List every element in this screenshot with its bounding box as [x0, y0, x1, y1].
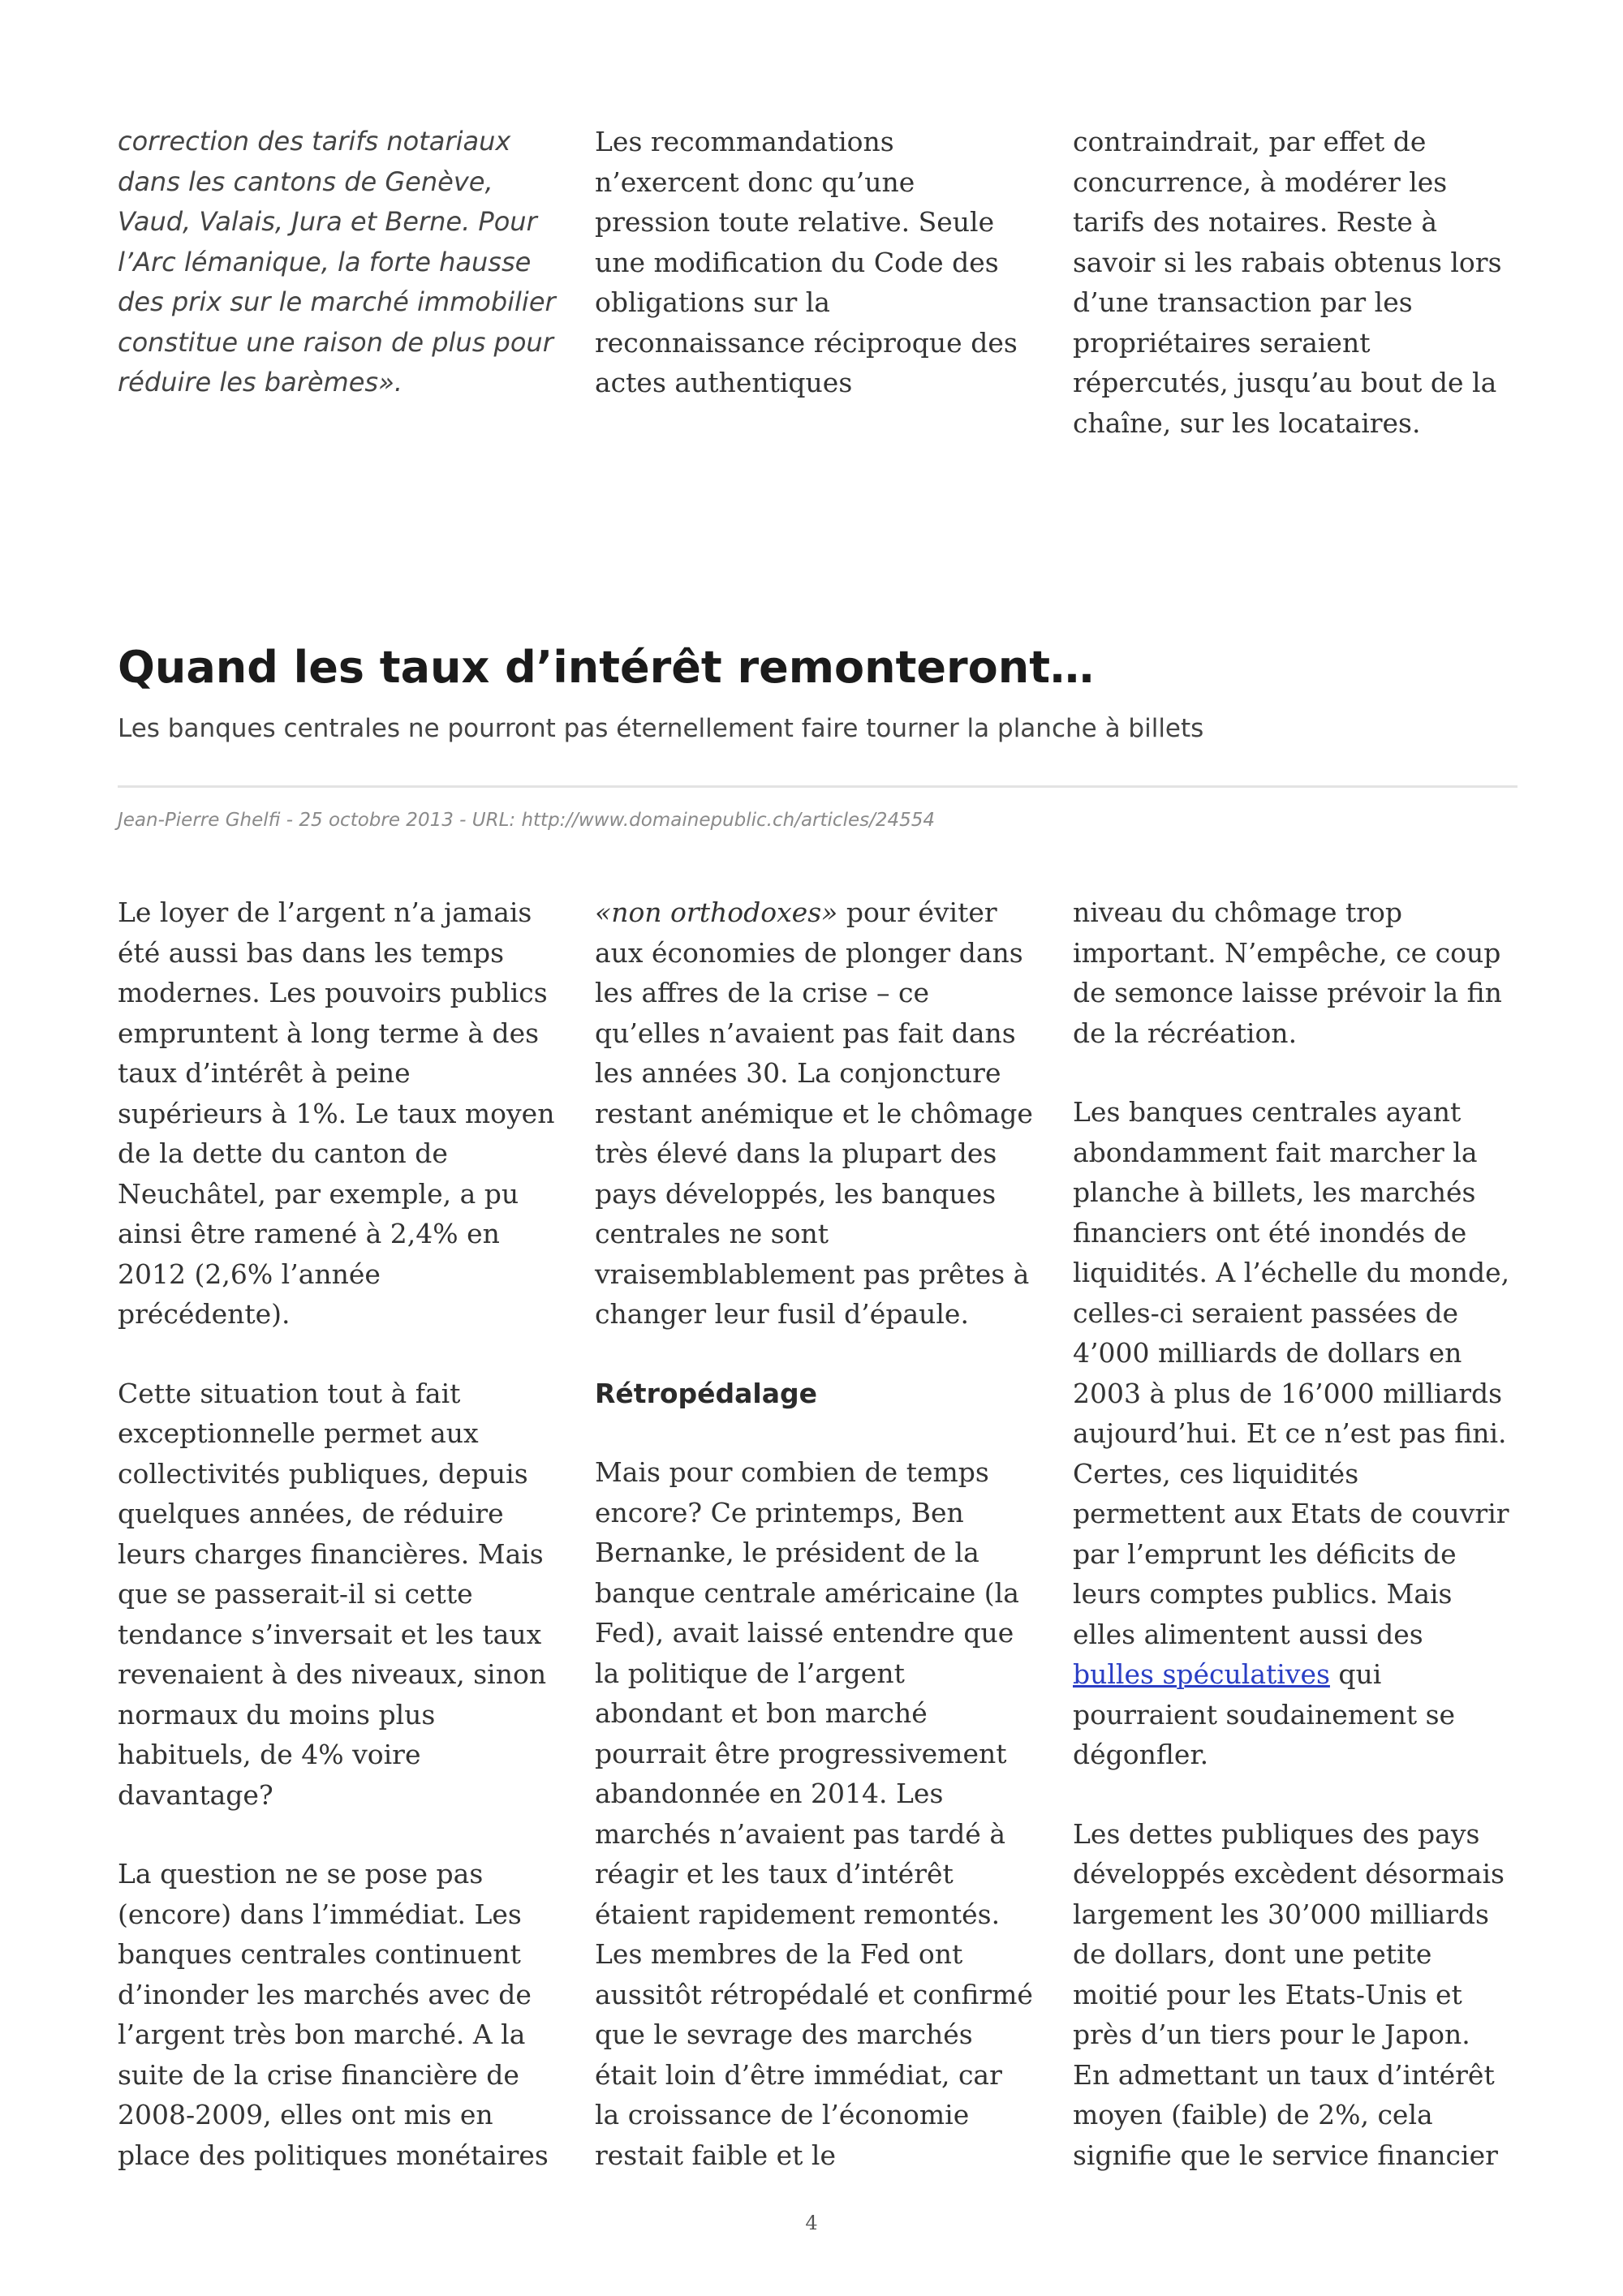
paragraph: Le loyer de l’argent n’a jamais été aussi bas dans les temps modernes. Les pouvoirs publics empruntent à long terme à des taux d’intérêt à peine supérieurs à 1%. Le taux moyen de la dette du canton de Neuchâtel, par exemple, a pu ainsi être ramené à 2,4% en 2012 (2,6% l’année précédente). — [118, 896, 555, 1330]
paragraph: contraindrait, par effet de concurrence, à modérer les tarifs des notaires. Reste à savoir si les rabais obtenus lors d’une transaction par les propriétaires seraient répercutés, jusqu’au bout de la chaîne, sur les locataires. — [1073, 126, 1502, 439]
prev-article-col-2 — [595, 122, 1033, 403]
article-col-2 — [595, 892, 1033, 2214]
bulles-speculatives-link[interactable]: bulles spéculatives — [1073, 1658, 1330, 1690]
article-title: Quand les taux d’intérêt remonteront… — [118, 642, 1095, 693]
paragraph: Les dettes publiques des pays développés excèdent désormais largement les 30’000 milliards de dollars, dont une petite moitié pour les Etats-Unis et près d’un tiers pour le Japon. En admettant un taux d’intérêt moyen (faible) de 2%, cela signifie que le service financier — [1073, 1817, 1505, 2171]
paragraph — [595, 892, 1033, 1335]
article-col-1 — [118, 892, 556, 2214]
paragraph: Cette situation tout à fait exceptionnelle permet aux collectivités publiques, depuis quelques années, de réduire leurs charges financières. Mais que se passerait-il si cette tendance s’inversait et les taux revenaient à des niveaux, sinon normaux du moins plus habituels, de 4% voire davantage? — [118, 1377, 547, 1811]
article-meta: Jean-Pierre Ghelfi - 25 octobre 2013 - URL: http://www.domainepublic.ch/articles/24554 — [118, 810, 936, 831]
divider — [118, 785, 1518, 788]
paragraph: La question ne se pose pas (encore) dans l’immédiat. Les banques centrales continuent d’inonder les marchés avec de l’argent très bon marché. A la suite de la crise financière de 2008-2009, elles ont mis en place des politiques monétaires — [118, 1858, 549, 2171]
article-col-3 — [1073, 892, 1511, 2214]
section-heading: Rétropédalage — [595, 1377, 817, 1409]
prev-article-col-3 — [1073, 122, 1511, 443]
paragraph — [1073, 1092, 1511, 1775]
prev-article-col-1 — [118, 122, 556, 403]
paragraph: correction des tarifs notariaux dans les cantons de Genève, Vaud, Valais, Jura et Berne. Pour l’Arc lémanique, la forte hausse des prix sur le marché immobilier constitue une raison de plus pour réduire les barèmes». — [118, 126, 556, 398]
paragraph-text: qui pourraient soudainement se dégonfler. — [1073, 1658, 1456, 1770]
paragraph-text: Les banques centrales ayant abondamment fait marcher la planche à billets, les marchés financiers ont été inondés de liquidités. A l’échelle du monde, celles-ci seraient passées de 4’000 milliards de dollars en 2003 à plus de 16’000 milliards aujourd’hui. Et ce n’est pas fini. Certes, ces liquidités permettent aux Etats de couvrir par l’emprunt les déficits de leurs comptes publics. Mais elles alimentent aussi des — [1073, 1096, 1510, 1650]
paragraph: niveau du chômage trop important. N’empêche, ce coup de semonce laisse prévoir la fin de la récréation. — [1073, 896, 1502, 1049]
article-subtitle: Les banques centrales ne pourront pas éternellement faire tourner la planche à billets — [118, 714, 1204, 743]
page-number: 4 — [805, 2212, 818, 2234]
paragraph: Les recommandations n’exercent donc qu’une pression toute relative. Seule une modification du Code des obligations sur la reconnaissance réciproque des actes authentiques — [595, 126, 1018, 398]
paragraph-text: pour éviter aux économies de plonger dans les affres de la crise – ce qu’elles n’avaient pas fait dans les années 30. La conjoncture restant anémique et le chômage très élevé dans la plupart des pays développés, les banques centrales ne sont vraisemblablement pas prêtes à changer leur fusil d’épaule. — [595, 896, 1033, 1330]
italic-quote: «non orthodoxes» — [595, 896, 838, 928]
paragraph: Mais pour combien de temps encore? Ce printemps, Ben Bernanke, le président de la banque centrale américaine (la Fed), avait laissé entendre que la politique de l’argent abondant et bon marché pourrait être progressivement abandonnée en 2014. Les marchés n’avaient pas tardé à réagir et les taux d’intérêt étaient rapidement remontés. Les membres de la Fed ont aussitôt rétropédalé et confirmé que le sevrage des marchés était loin d’être immédiat, car la croissance de l’économie restait faible et le — [595, 1456, 1033, 2171]
